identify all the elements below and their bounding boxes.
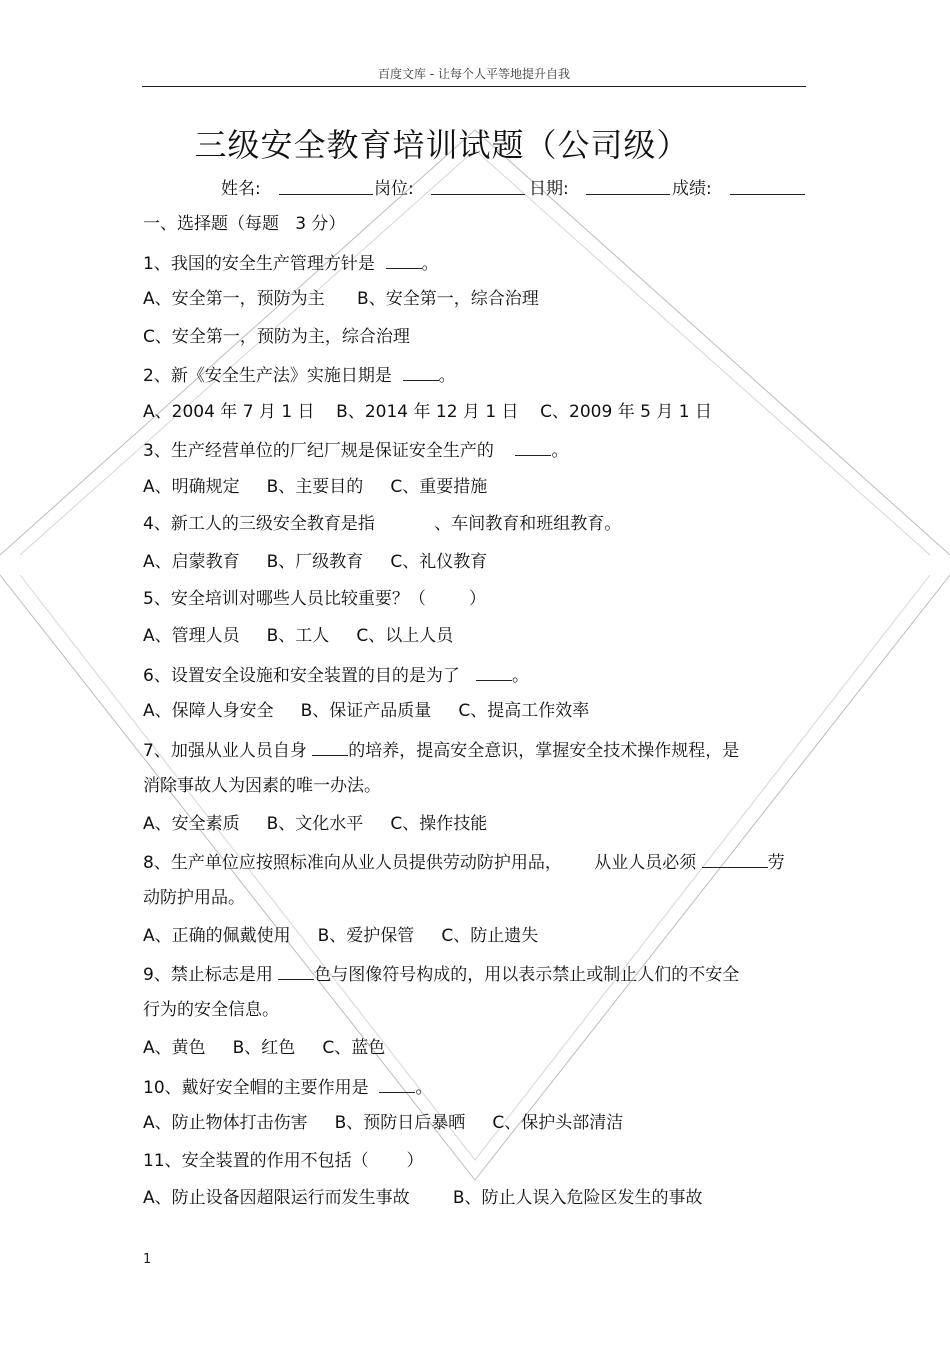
blank[interactable] [379, 1075, 415, 1093]
info-fields [0, 174, 950, 200]
question-10: 10、戴好安全帽的主要作用是 。 [143, 1075, 432, 1097]
question-8-cont: 动防护用品。 [143, 888, 245, 908]
question-8: 8、生产单位应按照标准向从业人员提供劳动防护用品， 从业人员必须 劳 [143, 850, 785, 872]
position-field[interactable] [431, 194, 525, 195]
name-field[interactable] [279, 194, 373, 195]
blank[interactable] [403, 363, 439, 381]
score-field[interactable] [730, 194, 805, 195]
options-2: A、2004 年 7 月 1 日 B、2014 年 12 月 1 日 C、2009 年 5 月 1 日 [143, 402, 712, 422]
name-label: 姓名: [221, 179, 261, 199]
blank[interactable] [386, 251, 422, 269]
blank[interactable] [312, 738, 348, 756]
question-9-cont: 行为的安全信息。 [143, 1000, 279, 1020]
question-5: 5、安全培训对哪些人员比较重要？（ ） [143, 589, 487, 609]
blank[interactable] [278, 962, 314, 980]
options-4: A、启蒙教育 B、厂级教育 C、礼仪教育 [143, 552, 488, 572]
options-1-c: C、安全第一，预防为主，综合治理 [143, 327, 410, 347]
options-10: A、防止物体打击伤害 B、预防日后暴晒 C、保护头部清洁 [143, 1113, 624, 1133]
options-3: A、明确规定 B、主要目的 C、重要措施 [143, 477, 488, 497]
position-label: 岗位: [374, 179, 414, 199]
options-8: A、正确的佩戴使用 B、爱护保管 C、防止遗失 [143, 926, 539, 946]
options-11: A、防止设备因超限运行而发生事故 B、防止人误入危险区发生的事故 [143, 1188, 703, 1208]
options-6: A、保障人身安全 B、保证产品质量 C、提高工作效率 [143, 701, 590, 721]
question-1: 1、我国的安全生产管理方针是 。 [143, 251, 439, 273]
question-11: 11、安全装置的作用不包括（ ） [143, 1151, 424, 1171]
question-2: 2、新《安全生产法》实施日期是 。 [143, 363, 456, 385]
score-label: 成绩: [672, 179, 712, 199]
date-field[interactable] [586, 194, 670, 195]
document-title: 三级安全教育培训试题（公司级） [194, 126, 690, 164]
date-label: 日期: [529, 179, 569, 199]
question-7-cont: 消除事故人为因素的唯一办法。 [143, 776, 381, 796]
blank[interactable] [702, 850, 768, 868]
page-header: 百度文库 - 让每个人平等地提升自我 [142, 62, 806, 87]
options-5: A、管理人员 B、工人 C、以上人员 [143, 626, 454, 646]
blank[interactable] [515, 438, 551, 456]
question-4: 4、新工人的三级安全教育是指 、车间教育和班组教育。 [143, 514, 622, 534]
question-6: 6、设置安全设施和安全装置的目的是为了 。 [143, 663, 529, 685]
question-3: 3、生产经营单位的厂纪厂规是保证安全生产的 。 [143, 438, 568, 460]
options-1: A、安全第一，预防为主 B、安全第一，综合治理 [143, 289, 539, 309]
options-7: A、安全素质 B、文化水平 C、操作技能 [143, 814, 488, 834]
page-number: 1 [143, 1252, 152, 1267]
section-heading: 一、选择题（每题 3 分） [143, 214, 346, 234]
question-9: 9、禁止标志是用 色与图像符号构成的，用以表示禁止或制止人们的不安全 [143, 962, 739, 984]
options-9: A、黄色 B、红色 C、蓝色 [143, 1038, 386, 1058]
question-7: 7、加强从业人员自身 的培养，提高安全意识，掌握安全技术操作规程，是 [143, 738, 739, 760]
blank[interactable] [476, 663, 512, 681]
